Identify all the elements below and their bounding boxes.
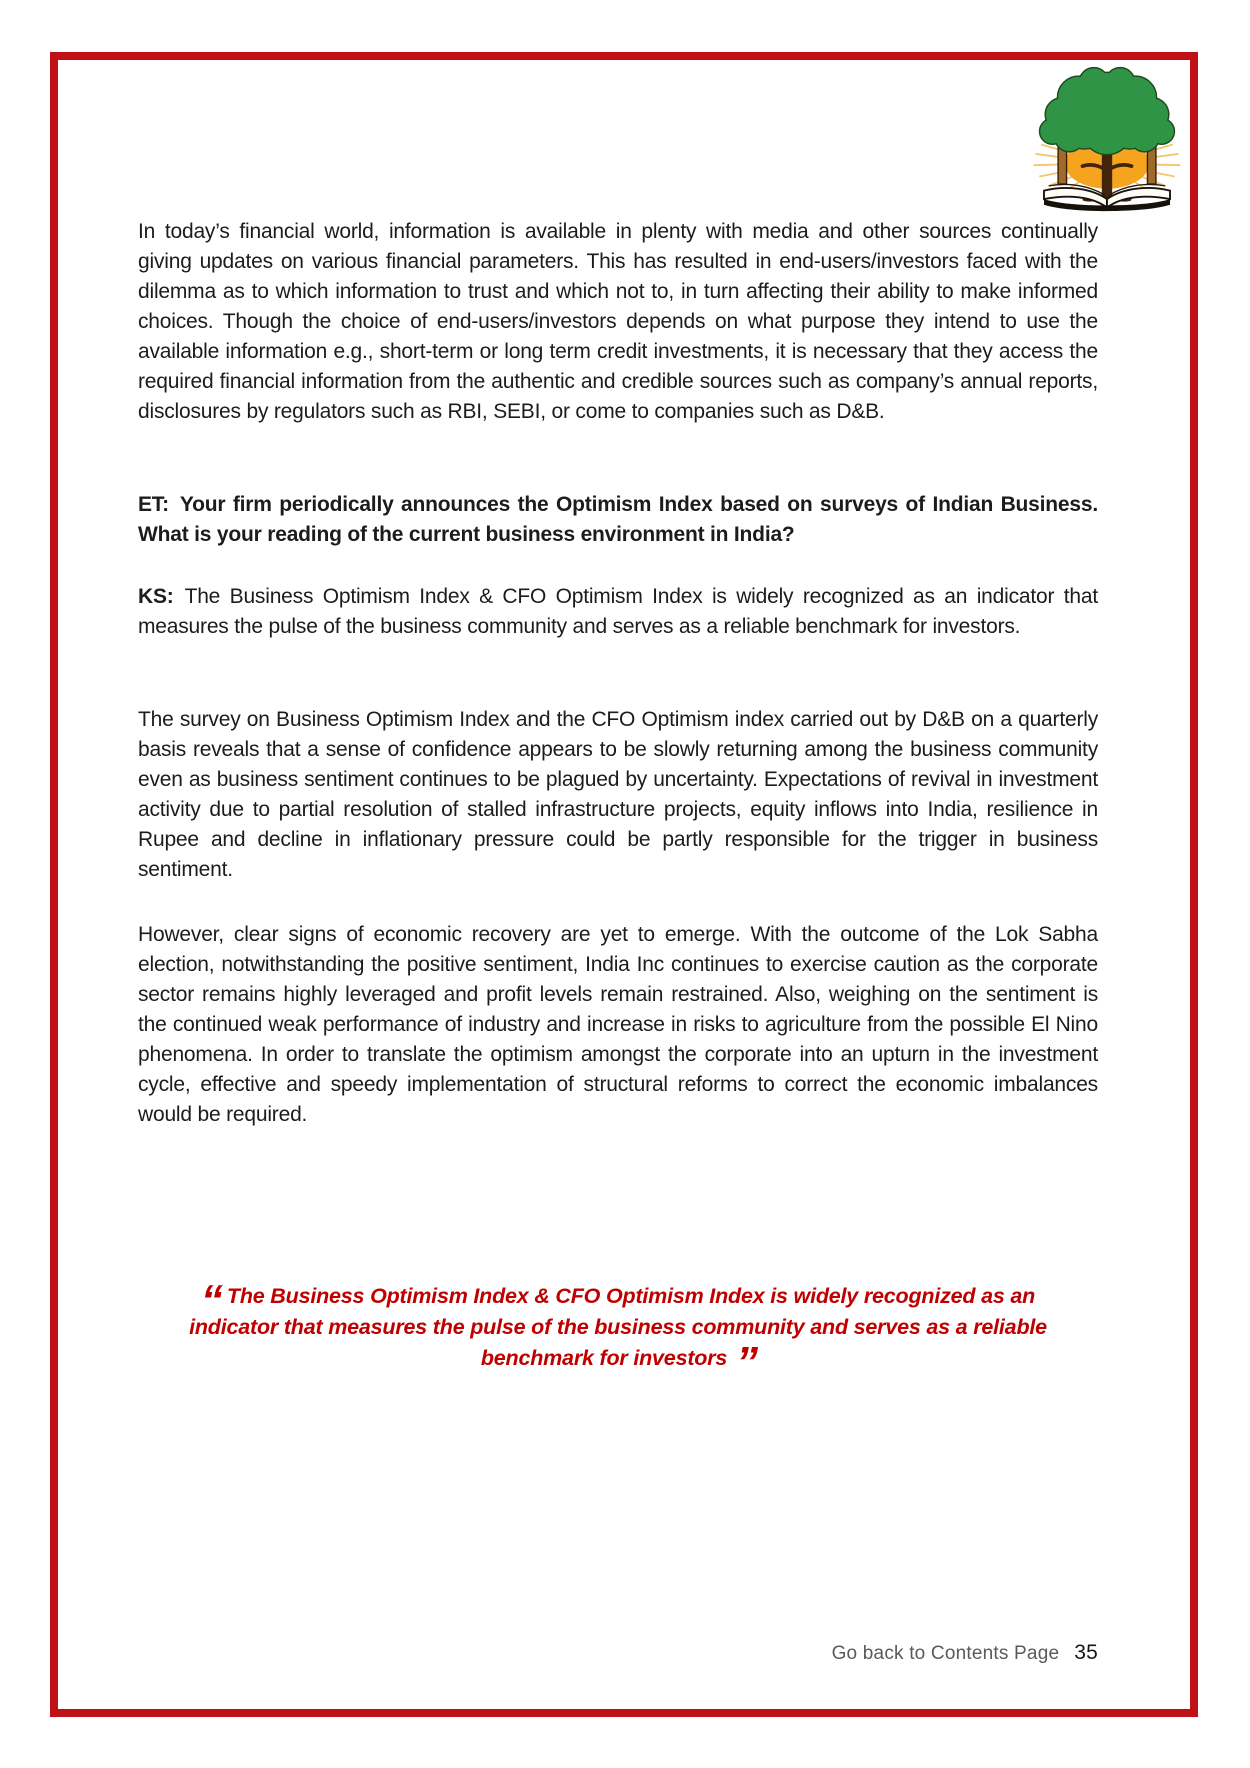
answer-text: The Business Optimism Index & CFO Optimism Index is widely recognized as an indicator that measures the pulse of the business community and serves as a reliable benchmark for investors. [138, 585, 1098, 638]
answer-lead-label: KS: [138, 585, 174, 608]
interviewee-answer-paragraph [138, 582, 1098, 642]
pull-quote [138, 1276, 1098, 1387]
tree-over-open-book-logo [1028, 58, 1186, 216]
question-text: Your firm periodically announces the Optimism Index based on surveys of Indian Business. What is your reading of the current business environment in India? [138, 493, 1098, 546]
close-quote-icon: ” [736, 1338, 756, 1387]
page-footer [832, 1641, 1098, 1665]
pull-quote-text: The Business Optimism Index & CFO Optimism Index is widely recognized as an indicator that measures the pulse of the business community and serves as a reliable benchmark for investors [189, 1284, 1047, 1370]
tree-canopy-icon [1040, 68, 1174, 154]
intro-paragraph: In today’s financial world, information is available in plenty with media and other sources continually giving updates on various financial parameters. This has resulted in end-users/investors faced with the dilemma as to which information to trust and which not to, in turn affecting their ability to make informed choices. Though the choice of end-users/investors depends on what purpose they intend to use the available information e.g., short-term or long term credit investments, it is necessary that they access the required financial information from the authentic and credible sources such as company’s annual reports, disclosures by regulators such as RBI, SEBI, or come to companies such as D&B. [138, 220, 1098, 423]
question-lead-label: ET: [138, 493, 169, 516]
survey-paragraph: The survey on Business Optimism Index and the CFO Optimism index carried out by D&B on a quarterly basis reveals that a sense of confidence appears to be slowly returning among the business community even as business sentiment continues to be plagued by uncertainty. Expectations of revival in investment activity due to partial resolution of stalled infrastructure projects, equity inflows into India, resilience in Rupee and decline in inflationary pressure could be partly responsible for the trigger in business sentiment. [138, 708, 1098, 881]
outlook-paragraph: However, clear signs of economic recovery are yet to emerge. With the outcome of the Lok Sabha election, notwithstanding the positive sentiment, India Inc continues to exercise caution as the corporate sector remains highly leveraged and profit levels remain restrained. Also, weighing on the sentiment is the continued weak performance of industry and increase in risks to agriculture from the possible El Nino phenomena. In order to translate the optimism amongst the corporate into an upturn in the investment cycle, effective and speedy implementation of structural reforms to correct the economic imbalances would be required. [138, 923, 1098, 1126]
interviewer-question-paragraph [138, 490, 1098, 550]
go-back-to-contents-link[interactable]: Go back to Contents Page [831, 1643, 1060, 1664]
open-quote-icon: “ [200, 1276, 220, 1325]
page-number: 35 [1074, 1641, 1098, 1664]
